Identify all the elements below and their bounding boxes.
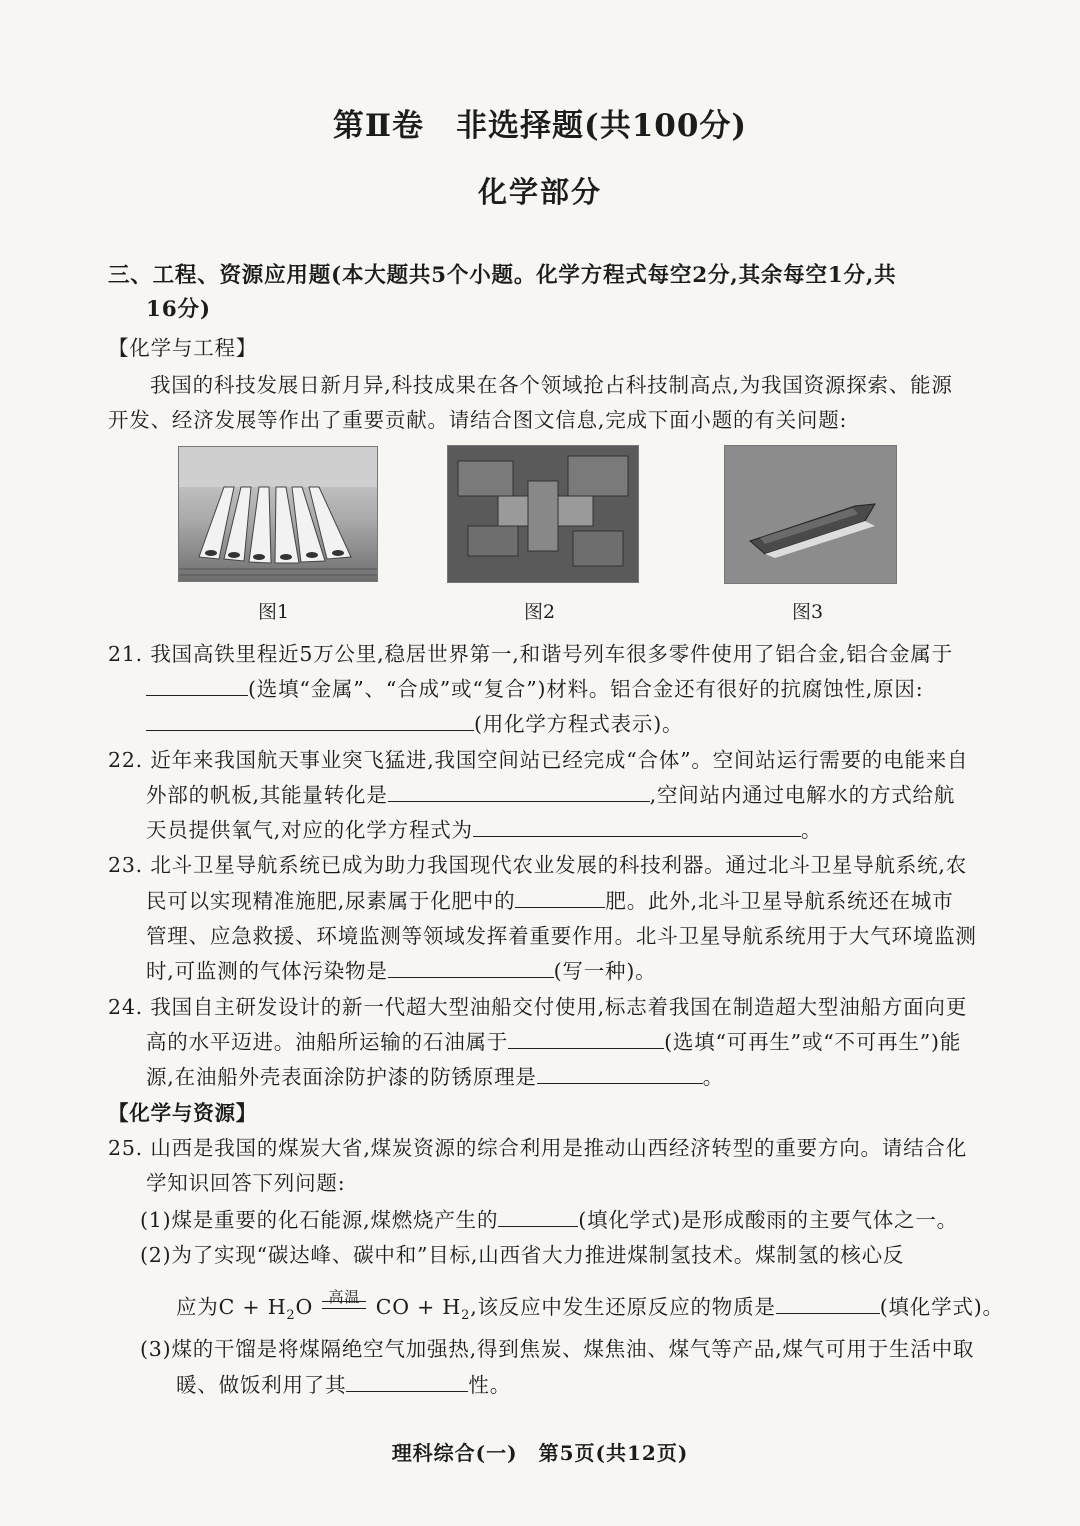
q25-part1 — [140, 1203, 958, 1233]
q24-line2-after: (选填“可再生”或“不可再生”)能 — [664, 1030, 962, 1054]
q24-line3 — [146, 1060, 724, 1090]
q25-part2-line1: (2)为了实现“碳达峰、碳中和”目标,山西省大力推进煤制氢技术。煤制氢的核心反 — [140, 1243, 905, 1267]
figure-3-oil-tanker-photo — [724, 445, 897, 584]
q25-equation-o: O — [295, 1295, 314, 1319]
q24-line2-before: 高的水平迈进。油船所运输的石油属于 — [146, 1030, 509, 1054]
q25-equation-sub: 2 — [286, 1308, 296, 1324]
section-subtitle: 化学部分 — [477, 175, 602, 209]
q23-line4 — [146, 954, 656, 984]
figure-1-caption: 图1 — [258, 601, 290, 623]
q22-line3-after: 。 — [800, 818, 823, 842]
q25-part3-line1: (3)煤的干馏是将煤隔绝空气加强热,得到焦炭、煤焦油、煤气等产品,煤气可用于生活中取 — [140, 1337, 975, 1361]
section-heading-line2: 16分) — [146, 297, 211, 322]
q25-part3-line2 — [176, 1368, 511, 1398]
q23-line2-before: 民可以实现精准施肥,尿素属于化肥中的 — [146, 889, 516, 913]
section-heading-line1: 三、工程、资源应用题(本大题共5个小题。化学方程式每空2分,其余每空1分,共 — [108, 263, 897, 288]
q25-part2-after: (填化学式)。 — [879, 1295, 1004, 1319]
q25-line2: 学知识回答下列问题: — [146, 1171, 346, 1195]
q24-line3-before: 源,在油船外壳表面涂防护漆的防锈原理是 — [146, 1065, 537, 1089]
paper-title: 第Ⅱ卷 非选择题(共100分) — [332, 108, 748, 144]
figure-1-train-photo — [178, 446, 378, 582]
q25-part1-before: (1)煤是重要的化石能源,煤燃烧产生的 — [140, 1208, 499, 1232]
q24-answer-blank-2[interactable] — [537, 1063, 703, 1084]
q25-part1-after: (填化学式)是形成酸雨的主要气体之一。 — [578, 1208, 958, 1232]
q24-line3-after: 。 — [702, 1065, 725, 1089]
q25-equation-reactants: 应为C + H — [176, 1295, 287, 1319]
figure-2-caption: 图2 — [524, 601, 556, 623]
q25-answer-blank-2[interactable] — [776, 1293, 880, 1314]
q25-part3-before: 暖、做饭利用了其 — [176, 1373, 347, 1397]
resource-label: 【化学与资源】 — [108, 1101, 258, 1125]
q22-line2 — [146, 778, 955, 808]
q21-answer-blank-1[interactable] — [146, 675, 248, 696]
q22-line2-after: ,空间站内通过电解水的方式给航 — [649, 783, 956, 807]
intro-line1: 我国的科技发展日新月异,科技成果在各个领域抢占科技制高点,为我国资源探索、能源 — [150, 373, 953, 397]
q22-answer-blank-1[interactable] — [388, 781, 650, 802]
q23-line4-after: (写一种)。 — [553, 959, 657, 983]
intro-line2: 开发、经济发展等作出了重要贡献。请结合图文信息,完成下面小题的有关问题: — [108, 408, 848, 432]
q21-line2-text: (选填“金属”、“合成”或“复合”)材料。铝合金还有很好的抗腐蚀性,原因: — [248, 677, 924, 701]
figure-3-caption: 图3 — [792, 601, 824, 623]
q23-line2-after: 肥。此外,北斗卫星导航系统还在城市 — [605, 889, 954, 913]
figure-2-space-station-photo — [447, 445, 639, 583]
q25-equation-products-sub: 2 — [461, 1308, 471, 1324]
q21-line1: 21. 我国高铁里程近5万公里,稳居世界第一,和谐号列车很多零件使用了铝合金,铝合金属于 — [108, 642, 953, 666]
q25-equation-arrow — [320, 1288, 368, 1314]
q23-line1: 23. 北斗卫星导航系统已成为助力我国现代农业发展的科技利器。通过北斗卫星导航系统,农 — [108, 853, 968, 877]
q25-equation-products: CO + H — [375, 1295, 462, 1319]
q25-line1: 25. 山西是我国的煤炭大省,煤炭资源的综合利用是推动山西经济转型的重要方向。请结合化 — [108, 1136, 968, 1160]
q25-answer-blank-3[interactable] — [346, 1371, 468, 1392]
q23-answer-blank-1[interactable] — [515, 887, 605, 908]
q25-part2-mid: ,该反应中发生还原反应的物质是 — [470, 1295, 776, 1319]
engineering-label: 【化学与工程】 — [108, 336, 258, 360]
q22-line3-before: 天员提供氧气,对应的化学方程式为 — [146, 818, 473, 842]
q21-line2 — [146, 672, 923, 702]
q22-line1: 22. 近年来我国航天事业突飞猛进,我国空间站已经完成“合体”。空间站运行需要的电能来自 — [108, 748, 969, 772]
q25-equation-condition: 高温 — [328, 1288, 361, 1306]
q24-line2 — [146, 1025, 961, 1055]
page-footer: 理科综合(一) 第5页(共12页) — [391, 1441, 689, 1465]
q22-line3 — [146, 813, 822, 843]
q22-answer-blank-2[interactable] — [473, 816, 801, 837]
q25-part2-line2 — [176, 1290, 1004, 1323]
q25-part3-after: 性。 — [468, 1373, 512, 1397]
q21-line3 — [146, 707, 683, 737]
q23-line2 — [146, 884, 954, 914]
q21-answer-blank-2[interactable] — [146, 710, 474, 731]
q23-line3: 管理、应急救援、环境监测等领域发挥着重要作用。北斗卫星导航系统用于大气环境监测 — [146, 924, 977, 948]
q24-answer-blank-1[interactable] — [508, 1028, 664, 1049]
q23-line4-before: 时,可监测的气体污染物是 — [146, 959, 388, 983]
q22-line2-before: 外部的帆板,其能量转化是 — [146, 783, 388, 807]
q23-answer-blank-2[interactable] — [388, 957, 554, 978]
q21-line3-text: (用化学方程式表示)。 — [474, 712, 684, 736]
q24-line1: 24. 我国自主研发设计的新一代超大型油船交付使用,标志着我国在制造超大型油船方面向更 — [108, 995, 968, 1019]
q25-answer-blank-1[interactable] — [498, 1206, 578, 1227]
